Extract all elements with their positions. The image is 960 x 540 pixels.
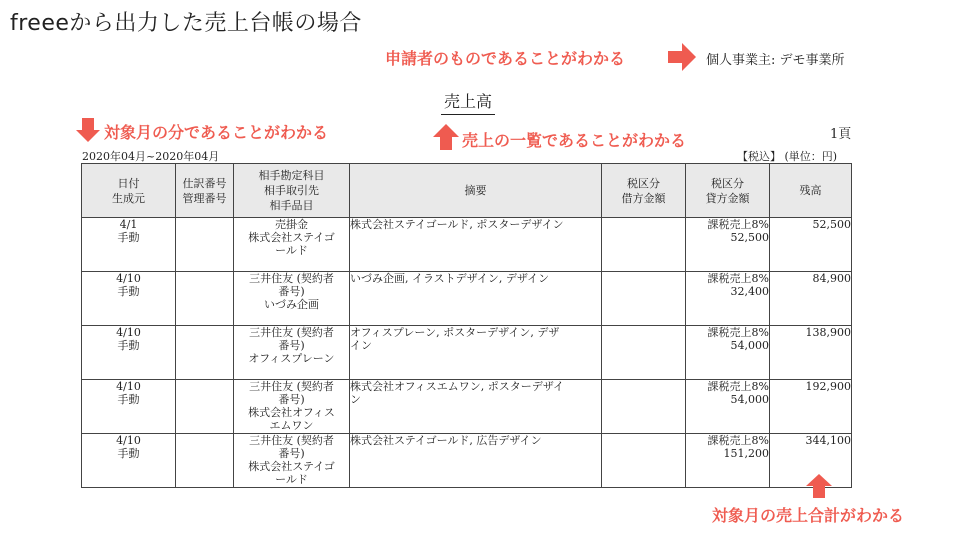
cell-text-line: ン [350,393,361,406]
callout-target-month: 対象月の分であることがわかる [104,123,329,142]
table-row [82,326,852,380]
cell-text-line: 課税売上8% [707,380,769,393]
cell-journal [176,434,234,488]
document-title: 売上高 [441,89,495,115]
cell-text-line: 貸方金額 [705,191,750,205]
cell-balance: 84,900 [770,272,852,326]
cell-credit [686,326,770,380]
table-row [82,218,852,272]
cell-text-line: 借方金額 [621,191,666,205]
column-header-date [82,164,176,218]
cell-text-line: 税区分 [627,176,660,190]
cell-text-line: 52,500 [730,231,769,244]
cell-text-line: 摘要 [464,184,487,197]
cell-balance: 192,900 [770,380,852,434]
table-row [82,434,852,488]
cell-text-line: 日付 [117,176,140,190]
cell-description [350,380,602,434]
cell-text-line: 4/10 [116,326,141,339]
cell-description [350,326,602,380]
cell-journal [176,326,234,380]
cell-debit [602,326,686,380]
cell-text-line: オフィスプレーン [248,352,335,365]
cell-debit [602,272,686,326]
cell-text-line: エムワン [269,419,314,432]
cell-text-line: 課税売上8% [707,326,769,339]
cell-text-line: 仕訳番号 [182,176,227,190]
arrow-up-icon [433,124,459,150]
cell-text-line: 株式会社ステイゴ [248,460,335,473]
cell-text-line: 管理番号 [182,191,227,205]
cell-text-line: 相手取引先 [264,184,319,197]
cell-text-line: 手動 [117,231,140,244]
callout-applicant: 申請者のものであることがわかる [385,49,626,68]
cell-text-line: イン [350,339,372,352]
cell-account [234,326,350,380]
cell-text-line: 株式会社ステイゴ [248,231,335,244]
applicant-name: 個人事業主: デモ事業所 [706,53,845,68]
cell-text-line: 番号) [278,285,305,298]
callout-monthly-total: 対象月の売上合計がわかる [708,503,908,526]
period: 2020年04月~2020年04月 [82,150,220,163]
cell-text-line: 三井住友 (契約者 [249,380,334,393]
cell-text-line: オフィスプレーン, ポスターデザイン, デザ [350,326,560,339]
arrow-right-icon [668,43,696,71]
table-header-row [82,164,852,218]
cell-balance: 344,100 [770,434,852,488]
cell-credit [686,380,770,434]
cell-text-line: 相手品目 [269,199,314,212]
cell-text-line: 4/10 [116,272,141,285]
cell-journal [176,218,234,272]
cell-balance: 52,500 [770,218,852,272]
cell-text-line: 株式会社オフィスエムワン, ポスターデザイ [350,380,565,393]
cell-text-line: 三井住友 (契約者 [249,272,334,285]
cell-text-line: 54,000 [730,339,769,352]
cell-text-line: 課税売上8% [707,434,769,447]
cell-text-line: 生成元 [112,191,145,205]
cell-date [82,272,176,326]
cell-text-line: 株式会社ステイゴールド, ポスターデザイン [350,218,564,231]
cell-date [82,326,176,380]
cell-text-line: 手動 [117,339,140,352]
cell-debit [602,218,686,272]
cell-balance: 138,900 [770,326,852,380]
cell-text-line: 4/1 [119,218,138,231]
cell-text-line: 手動 [117,285,140,298]
cell-debit [602,380,686,434]
cell-account [234,218,350,272]
cell-journal [176,380,234,434]
cell-text-line: 課税売上8% [707,272,769,285]
cell-text-line: 三井住友 (契約者 [249,326,334,339]
cell-text-line: 株式会社オフィス [248,406,335,419]
cell-text-line: 残高 [799,184,822,197]
cell-text-line: 税区分 [711,176,744,190]
cell-date [82,380,176,434]
column-header-credit [686,164,770,218]
cell-text-line: 番号) [278,339,305,352]
cell-credit [686,434,770,488]
cell-text-line: 4/10 [116,380,141,393]
cell-description [350,272,602,326]
cell-date [82,434,176,488]
column-header-description [350,164,602,218]
cell-text-line: 売掛金 [275,218,308,231]
cell-text-line: 三井住友 (契約者 [249,434,334,447]
cell-text-line: 相手勘定科目 [258,169,325,182]
cell-text-line: ールド [275,473,308,486]
cell-credit [686,218,770,272]
column-header-balance [770,164,852,218]
cell-debit [602,434,686,488]
cell-text-line: いづみ企画 [264,298,319,311]
column-header-debit [602,164,686,218]
cell-account [234,434,350,488]
table-row [82,380,852,434]
cell-text-line: 手動 [117,393,140,406]
cell-description [350,218,602,272]
arrow-up-icon [806,474,832,498]
page-number: 1頁 [830,127,852,142]
cell-account [234,272,350,326]
cell-text-line: 株式会社ステイゴールド, 広告デザイン [350,434,542,447]
cell-text-line: 32,400 [730,285,769,298]
cell-text-line: いづみ企画, イラストデザイン, デザイン [350,272,550,285]
column-header-account [234,164,350,218]
cell-text-line: 54,000 [730,393,769,406]
callout-sales-list: 売上の一覧であることがわかる [462,131,687,150]
cell-journal [176,272,234,326]
slide-title: freeeから出力した売上台帳の場合 [10,11,362,36]
cell-date [82,218,176,272]
cell-text-line: 番号) [278,447,305,460]
cell-text-line: 4/10 [116,434,141,447]
column-header-journal [176,164,234,218]
cell-text-line: ールド [275,244,308,257]
table-row [82,272,852,326]
cell-credit [686,272,770,326]
tax-unit: 【税込】 (単位：円) [737,150,838,163]
cell-text-line: 課税売上8% [707,218,769,231]
cell-text-line: 151,200 [723,447,769,460]
cell-description [350,434,602,488]
arrow-down-icon [76,118,100,142]
cell-account [234,380,350,434]
sales-ledger-table [81,163,852,488]
cell-text-line: 手動 [117,447,140,460]
cell-text-line: 番号) [278,393,305,406]
